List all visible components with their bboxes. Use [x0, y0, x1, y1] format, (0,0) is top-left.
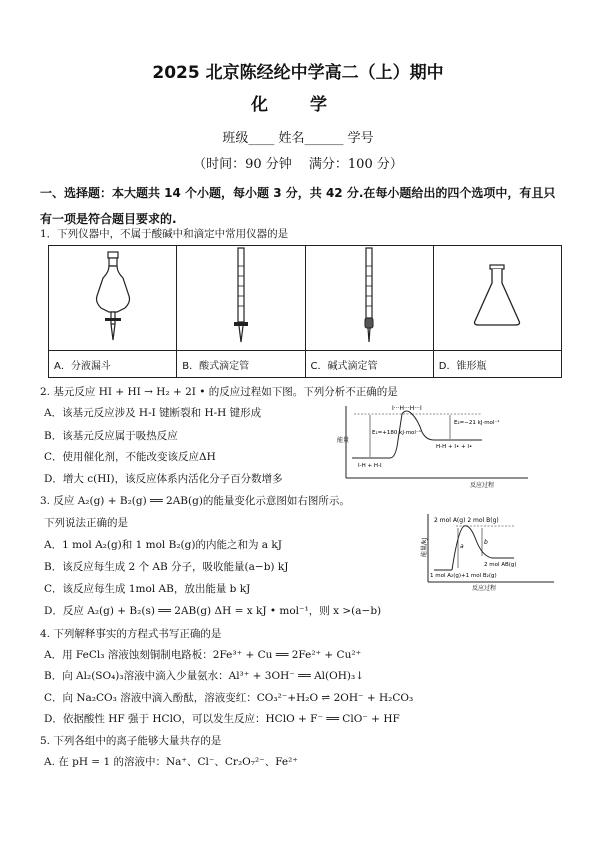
q2-option-a: A．该基元反应涉及 H-I 键断裂和 H-H 键形成	[44, 407, 262, 419]
subject-title: 化 学	[251, 95, 345, 115]
base-burette-icon	[354, 246, 384, 346]
q4-option-c: C．向 Na₂CO₃ 溶液中滴入酚酞，溶液变红：CO₃²⁻+H₂O ⇌ 2OH⁻ + H₂CO₃	[44, 692, 414, 704]
option-c: C．碱式滴定管	[305, 351, 433, 378]
q5-option-a: A. 在 pH = 1 的溶液中：Na⁺、Cl⁻、Cr₂O₇²⁻、Fe²⁺	[44, 756, 298, 768]
exam-title: 2025 北京陈经纶中学高二（上）期中	[152, 63, 444, 83]
q4-option-b: B．向 Al₂(SO₄)₃溶液中滴入少量氨水：Al³⁺ + 3OH⁻ ══ Al(OH)₃↓	[44, 670, 364, 682]
q3-low-label: 1 mol A₂(g)+1 mol B₂(g)	[430, 573, 497, 579]
question-2-stem: 2. 基元反应 HI + HI → H₂ + 2I • 的反应过程如下图。下列分析不正确的是	[40, 386, 398, 398]
q3-option-b: B．该反应每生成 2 个 AB 分子，吸收能量(a−b) kJ	[44, 561, 289, 573]
q3-option-a: A．1 mol A₂(g)和 1 mol B₂(g)的内能之和为 a kJ	[44, 539, 282, 551]
q2-e2-label: E₂=−21 kJ·mol⁻¹	[454, 420, 500, 426]
question-5-stem: 5. 下列各组中的离子能够大量共存的是	[40, 735, 222, 747]
q3-a-label: a	[460, 543, 464, 550]
q2-e1-label: E₁=+180 kJ·mol⁻¹	[372, 430, 422, 436]
question-1-instrument-table	[48, 245, 562, 378]
q2-option-b: B．该基元反应属于吸热反应	[44, 430, 178, 442]
instrument-cell	[305, 246, 433, 351]
time-score-line: （时间：90 分钟 满分：100 分）	[193, 157, 403, 172]
q3-energy-diagram	[416, 510, 556, 592]
q2-product-label: H-H + I• + I•	[436, 444, 473, 450]
q3-option-c: C．该反应每生成 1mol AB，放出能量 b kJ	[44, 583, 251, 595]
question-4-stem: 4. 下列解释事实的方程式书写正确的是	[40, 628, 222, 640]
section-heading: 一、选择题：本大题共 14 个小题，每小题 3 分，共 42 分.在每小题给出的四个选项中，有且只有一项是符合题目要求的.	[40, 186, 556, 226]
q3-top-label: 2 mol A(g) 2 mol B(g)	[434, 517, 499, 524]
question-3-stem-2: 下列说法正确的是	[44, 517, 128, 529]
instrument-cell	[49, 246, 177, 351]
option-b: B．酸式滴定管	[177, 351, 305, 378]
option-d: D．锥形瓶	[433, 351, 561, 378]
q2-option-c: C．使用催化剂，不能改变该反应ΔH	[44, 451, 216, 463]
student-info-line: 班级____ 姓名______ 学号	[222, 131, 374, 146]
conical-flask-icon	[467, 261, 527, 331]
q2-option-d: D．增大 c(HI)，该反应体系内活化分子百分数增多	[44, 473, 283, 485]
separatory-funnel-icon	[83, 248, 143, 344]
q3-x-axis-label: 反应过程	[472, 585, 497, 592]
question-3-stem: 3. 反应 A₂(g) + B₂(g) ══ 2AB(g)的能量变化示意图如右图所示。	[40, 495, 350, 507]
q3-y-axis-label: 能量/kJ	[421, 537, 428, 557]
option-a: A．分液漏斗	[49, 351, 177, 378]
q3-mid-label: 2 mol AB(g)	[484, 562, 517, 568]
q4-option-a: A．用 FeCl₃ 溶液蚀刻铜制电路板：2Fe³⁺ + Cu ══ 2Fe²⁺ + Cu²⁺	[44, 649, 362, 661]
q4-option-d: D．依据酸性 HF 强于 HClO，可以发生反应：HClO + F⁻ ══ ClO⁻ + HF	[44, 713, 400, 725]
q3-b-label: b	[484, 539, 488, 546]
q3-option-d: D．反应 A₂(g) + B₂(s) ══ 2AB(g) ΔH = x kJ • mol⁻¹，则 x >(a−b)	[44, 605, 382, 617]
q2-transition-state-label: I···H···H···I	[392, 405, 422, 412]
instrument-cell	[433, 246, 561, 351]
q2-energy-diagram	[332, 400, 532, 488]
q2-reactant-label: I-H + H-I	[358, 463, 382, 469]
q2-x-axis-label: 反应过程	[470, 482, 495, 488]
q2-y-axis-label: 能量	[337, 437, 350, 444]
question-1-stem: 1．下列仪器中，不属于酸碱中和滴定中常用仪器的是	[40, 228, 289, 240]
acid-burette-icon	[226, 246, 256, 346]
instrument-cell	[177, 246, 305, 351]
